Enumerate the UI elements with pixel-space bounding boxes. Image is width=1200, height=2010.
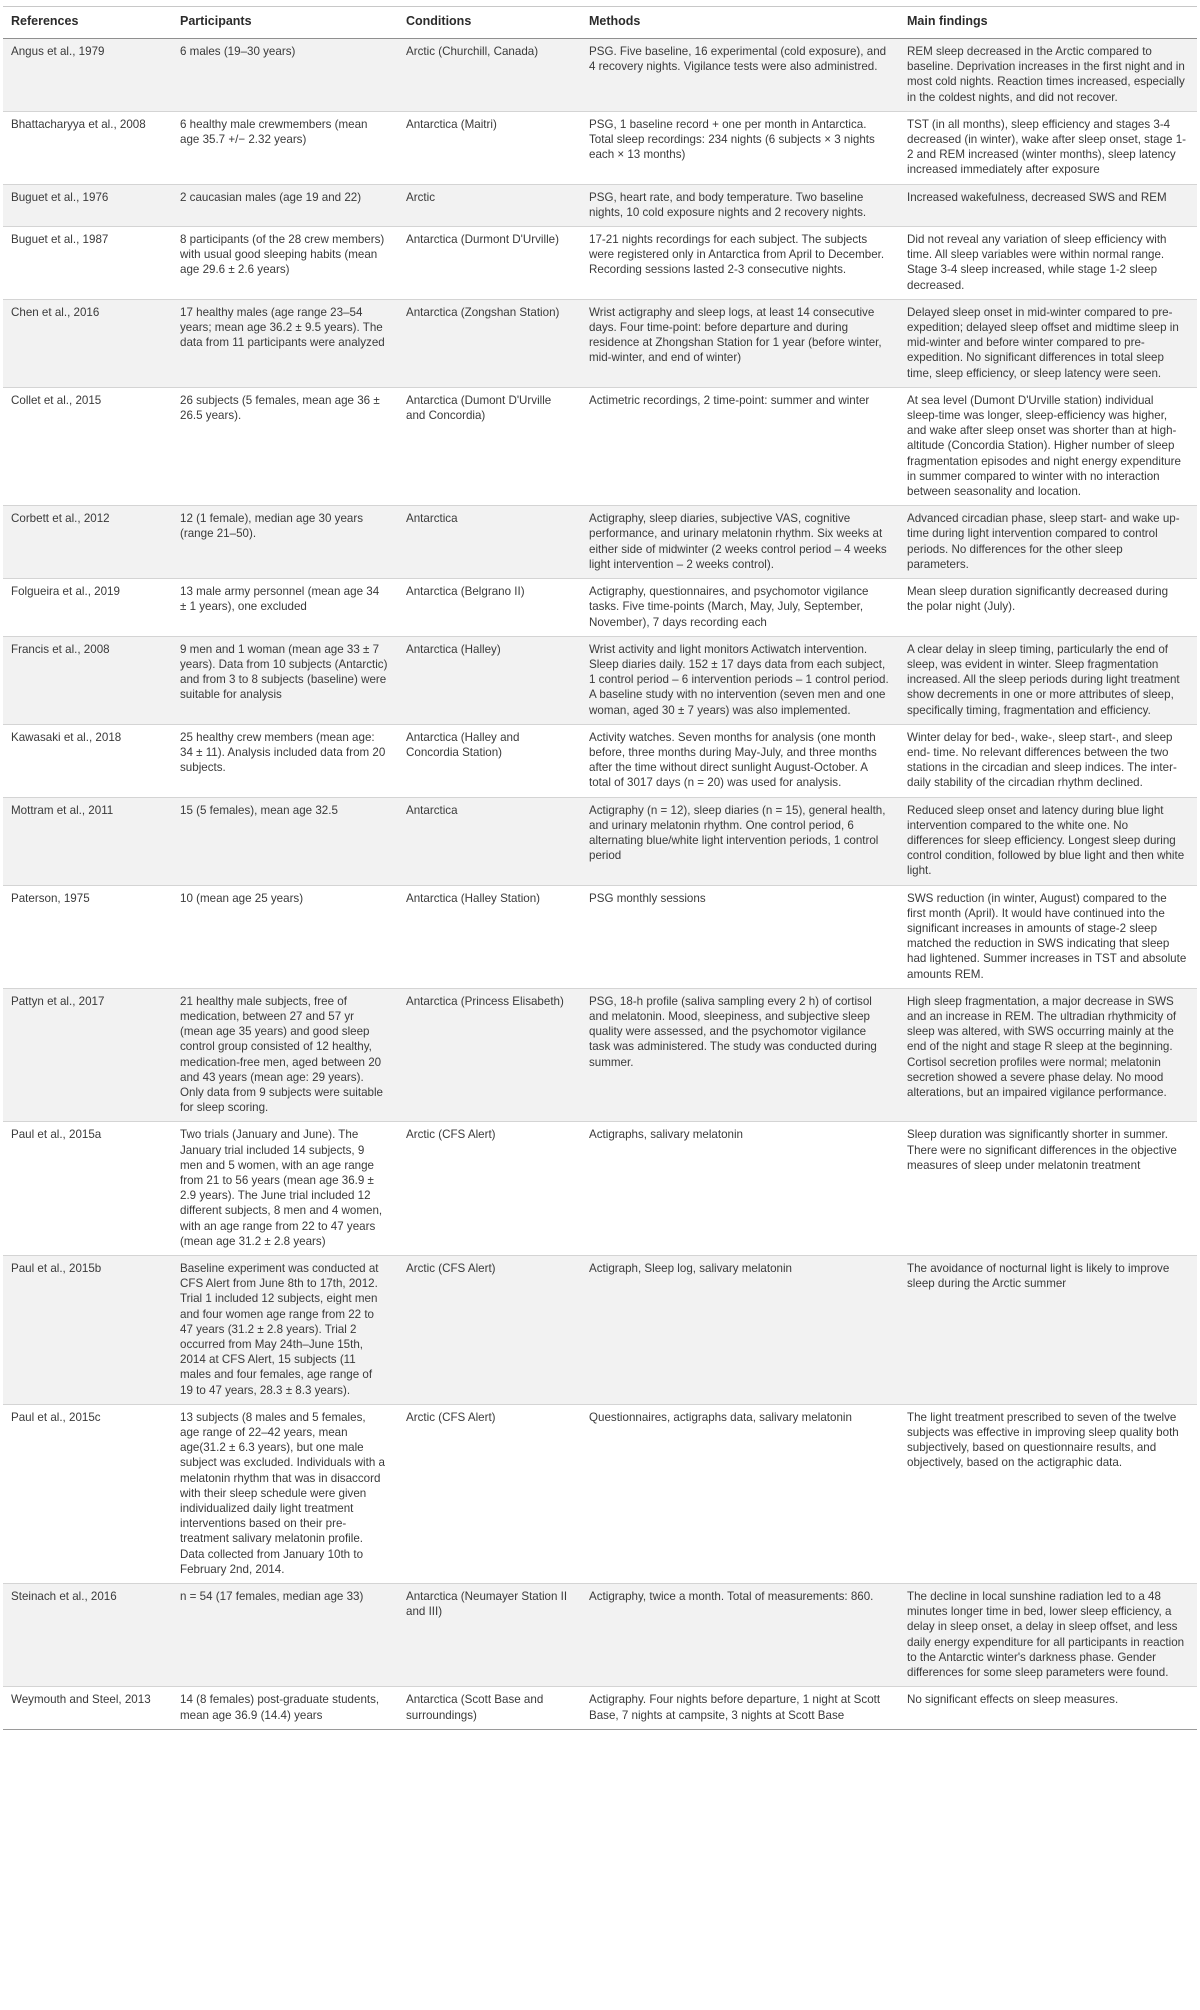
participants-cell: 25 healthy crew members (mean age: 34 ± 11). Analysis included data from 20 subjects. <box>172 724 398 797</box>
findings-cell: REM sleep decreased in the Arctic compared to baseline. Deprivation increases in the first night and in most cold nights. Reaction times increased, especially in the coldest nights, and did not recover. <box>899 39 1197 112</box>
participants-cell: Two trials (January and June). The January trial included 14 subjects, 9 men and 5 women, with an age range from 21 to 56 years (mean age 36.9 ± 2.9 years). The June trial included 12 different subjects, 8 men and 4 women, with an age range from 22 to 47 years (mean age 31.2 ± 2.8 years) <box>172 1122 398 1256</box>
reference-cell: Angus et al., 1979 <box>3 39 172 112</box>
conditions-cell: Arctic (CFS Alert) <box>398 1122 581 1256</box>
conditions-cell: Antarctica (Halley) <box>398 636 581 724</box>
table-row <box>3 387 1197 505</box>
header-conditions: Conditions <box>398 7 581 39</box>
participants-cell: 6 healthy male crewmembers (mean age 35.7 +/− 2.32 years) <box>172 111 398 184</box>
reference-cell: Weymouth and Steel, 2013 <box>3 1687 172 1729</box>
findings-cell: SWS reduction (in winter, August) compared to the first month (April). It would have continued into the significant increases in amounts of stage-2 sleep matched the reduction in SWS indicating that sleep had lightened. Summer increases in TST and absolute amounts REM. <box>899 885 1197 988</box>
methods-cell: Actigraphy (n = 12), sleep diaries (n = 15), general health, and urinary melatonin rhythm. One control period, 6 alternating blue/white light intervention periods, 1 control period <box>581 797 899 885</box>
conditions-cell: Antarctica (Belgrano II) <box>398 579 581 637</box>
reference-cell: Bhattacharyya et al., 2008 <box>3 111 172 184</box>
findings-cell: High sleep fragmentation, a major decrease in SWS and an increase in REM. The ultradian rhythmicity of sleep was altered, with SWS occurring mainly at the end of the night and stage R sleep at the beginning. Cortisol secretion profiles were normal; melatonin secretion showed a severe phase delay. No mood alterations, but an impaired vigilance performance. <box>899 988 1197 1122</box>
methods-cell: Wrist actigraphy and sleep logs, at least 14 consecutive days. Four time-point: before departure and during residence at Zhongshan Station for 1 year (before winter, mid-winter, and end of winter) <box>581 299 899 387</box>
header-main-findings: Main findings <box>899 7 1197 39</box>
findings-cell: At sea level (Dumont D'Urville station) individual sleep-time was longer, sleep-efficiency was higher, and wake after sleep onset was shorter than at high-altitude (Concordia Station). Higher number of sleep fragmentation episodes and night energy expenditure in summer compared to winter with no interaction between seasonality and location. <box>899 387 1197 505</box>
table-row <box>3 111 1197 184</box>
methods-cell: Actigraphs, salivary melatonin <box>581 1122 899 1256</box>
participants-cell: 13 subjects (8 males and 5 females, age range of 22–42 years, mean age(31.2 ± 6.3 years), but one male subject was excluded. Individuals with a melatonin rhythm that was in disaccord with their sleep schedule were given individualized daily light treatment interventions based on their pre-treatment salivary melatonin profile. Data collected from January 10th to February 2nd, 2014. <box>172 1404 398 1583</box>
table-row <box>3 184 1197 226</box>
conditions-cell: Antarctica (Halley Station) <box>398 885 581 988</box>
table-header <box>3 7 1197 39</box>
findings-cell: Reduced sleep onset and latency during blue light intervention compared to the white one. No differences for sleep efficiency. Longest sleep during control condition, followed by blue light and then white light. <box>899 797 1197 885</box>
participants-cell: 14 (8 females) post-graduate students, mean age 36.9 (14.4) years <box>172 1687 398 1729</box>
participants-cell: 26 subjects (5 females, mean age 36 ± 26.5 years). <box>172 387 398 505</box>
methods-cell: Questionnaires, actigraphs data, salivary melatonin <box>581 1404 899 1583</box>
findings-cell: Mean sleep duration significantly decreased during the polar night (July). <box>899 579 1197 637</box>
methods-cell: Actimetric recordings, 2 time-point: summer and winter <box>581 387 899 505</box>
table-row <box>3 1256 1197 1405</box>
findings-cell: The light treatment prescribed to seven of the twelve subjects was effective in improving sleep quality both subjectively, based on questionnaire results, and objectively, based on the actigraphic data. <box>899 1404 1197 1583</box>
reference-cell: Buguet et al., 1976 <box>3 184 172 226</box>
findings-cell: No significant effects on sleep measures. <box>899 1687 1197 1729</box>
table-row <box>3 299 1197 387</box>
conditions-cell: Antarctica (Durmont D'Urville) <box>398 227 581 300</box>
conditions-cell: Antarctica (Halley and Concordia Station) <box>398 724 581 797</box>
reference-cell: Mottram et al., 2011 <box>3 797 172 885</box>
methods-cell: Wrist activity and light monitors Actiwatch intervention. Sleep diaries daily. 152 ± 17 days data from each subject, 1 control period – 6 intervention periods – 1 control period. A baseline study with no intervention (seven men and one woman, aged 30 ± 7 years) was also implemented. <box>581 636 899 724</box>
participants-cell: Baseline experiment was conducted at CFS Alert from June 8th to 17th, 2012. Trial 1 included 12 subjects, eight men and four women age range from 22 to 47 years (31.2 ± 2.8 years). Trial 2 occurred from May 24th–June 15th, 2014 at CFS Alert, 15 subjects (11 males and four females, age range of 19 to 47 years, 28.3 ± 8.3 years). <box>172 1256 398 1405</box>
table-row <box>3 227 1197 300</box>
table-body <box>3 39 1197 1730</box>
methods-cell: PSG monthly sessions <box>581 885 899 988</box>
reference-cell: Folgueira et al., 2019 <box>3 579 172 637</box>
conditions-cell: Antarctica (Zongshan Station) <box>398 299 581 387</box>
conditions-cell: Antarctica <box>398 506 581 579</box>
header-methods: Methods <box>581 7 899 39</box>
methods-cell: PSG, heart rate, and body temperature. Two baseline nights, 10 cold exposure nights and 2 recovery nights. <box>581 184 899 226</box>
participants-cell: 17 healthy males (age range 23–54 years; mean age 36.2 ± 9.5 years). The data from 11 participants were analyzed <box>172 299 398 387</box>
table-row <box>3 1687 1197 1729</box>
conditions-cell: Arctic <box>398 184 581 226</box>
conditions-cell: Antarctica <box>398 797 581 885</box>
reference-cell: Paul et al., 2015b <box>3 1256 172 1405</box>
participants-cell: n = 54 (17 females, median age 33) <box>172 1584 398 1687</box>
methods-cell: Actigraphy, twice a month. Total of measurements: 860. <box>581 1584 899 1687</box>
header-participants: Participants <box>172 7 398 39</box>
findings-cell: Did not reveal any variation of sleep efficiency with time. All sleep variables were within normal range. Stage 3-4 sleep increased, while stage 1-2 sleep decreased. <box>899 227 1197 300</box>
participants-cell: 12 (1 female), median age 30 years (range 21–50). <box>172 506 398 579</box>
table-row <box>3 988 1197 1122</box>
reference-cell: Corbett et al., 2012 <box>3 506 172 579</box>
table-row <box>3 885 1197 988</box>
findings-cell: Winter delay for bed-, wake-, sleep start-, and sleep end- time. No relevant differences between the two stations in the circadian and sleep indices. The inter-daily stability of the circadian rhythm declined. <box>899 724 1197 797</box>
conditions-cell: Antarctica (Dumont D'Urville and Concordia) <box>398 387 581 505</box>
participants-cell: 6 males (19–30 years) <box>172 39 398 112</box>
participants-cell: 13 male army personnel (mean age 34 ± 1 years), one excluded <box>172 579 398 637</box>
participants-cell: 2 caucasian males (age 19 and 22) <box>172 184 398 226</box>
conditions-cell: Antarctica (Neumayer Station II and III) <box>398 1584 581 1687</box>
header-row <box>3 7 1197 39</box>
table-row <box>3 39 1197 112</box>
conditions-cell: Antarctica (Maitri) <box>398 111 581 184</box>
participants-cell: 8 participants (of the 28 crew members) with usual good sleeping habits (mean age 29.6 ± 2.6 years) <box>172 227 398 300</box>
table-row <box>3 797 1197 885</box>
reference-cell: Kawasaki et al., 2018 <box>3 724 172 797</box>
methods-cell: Actigraphy, sleep diaries, subjective VAS, cognitive performance, and urinary melatonin rhythm. Six weeks at either side of midwinter (2 weeks control period – 4 weeks light intervention – 2 weeks control). <box>581 506 899 579</box>
participants-cell: 21 healthy male subjects, free of medication, between 27 and 57 yr (mean age 35 years) and good sleep control group consisted of 12 healthy, medication-free men, aged between 20 and 43 years (mean age: 29 years). Only data from 9 subjects were suitable for sleep scoring. <box>172 988 398 1122</box>
reference-cell: Buguet et al., 1987 <box>3 227 172 300</box>
reference-cell: Steinach et al., 2016 <box>3 1584 172 1687</box>
reference-cell: Paterson, 1975 <box>3 885 172 988</box>
table-row <box>3 1584 1197 1687</box>
header-references: References <box>3 7 172 39</box>
reference-cell: Chen et al., 2016 <box>3 299 172 387</box>
methods-cell: Actigraph, Sleep log, salivary melatonin <box>581 1256 899 1405</box>
conditions-cell: Arctic (CFS Alert) <box>398 1404 581 1583</box>
table-row <box>3 506 1197 579</box>
methods-cell: Actigraphy, questionnaires, and psychomotor vigilance tasks. Five time-points (March, May, July, September, November), 7 days recording each <box>581 579 899 637</box>
table-row <box>3 636 1197 724</box>
methods-cell: PSG, 1 baseline record + one per month in Antarctica. Total sleep recordings: 234 nights (6 subjects × 3 nights each × 13 months) <box>581 111 899 184</box>
findings-cell: Delayed sleep onset in mid-winter compared to pre-expedition; delayed sleep offset and midtime sleep in mid-winter and before winter compared to pre-expedition. No significant differences in total sleep time, sleep efficiency, or sleep latency were seen. <box>899 299 1197 387</box>
reference-cell: Collet et al., 2015 <box>3 387 172 505</box>
table-row <box>3 579 1197 637</box>
methods-cell: Actigraphy. Four nights before departure, 1 night at Scott Base, 7 nights at campsite, 3 nights at Scott Base <box>581 1687 899 1729</box>
findings-cell: The avoidance of nocturnal light is likely to improve sleep during the Arctic summer <box>899 1256 1197 1405</box>
reference-cell: Pattyn et al., 2017 <box>3 988 172 1122</box>
conditions-cell: Arctic (CFS Alert) <box>398 1256 581 1405</box>
methods-cell: PSG, 18-h profile (saliva sampling every 2 h) of cortisol and melatonin. Mood, sleepiness, and subjective sleep quality were assessed, and the psychomotor vigilance task was administered. The study was conducted during summer. <box>581 988 899 1122</box>
participants-cell: 9 men and 1 woman (mean age 33 ± 7 years). Data from 10 subjects (Antarctic) and from 3 to 8 subjects (baseline) were suitable for analysis <box>172 636 398 724</box>
methods-cell: Activity watches. Seven months for analysis (one month before, three months during May-July, and three months after the time without direct sunlight August-October. A total of 3017 days (n = 20) was used for analysis. <box>581 724 899 797</box>
findings-cell: Increased wakefulness, decreased SWS and REM <box>899 184 1197 226</box>
studies-table <box>3 6 1197 1730</box>
table-row <box>3 724 1197 797</box>
reference-cell: Paul et al., 2015c <box>3 1404 172 1583</box>
participants-cell: 15 (5 females), mean age 32.5 <box>172 797 398 885</box>
findings-cell: A clear delay in sleep timing, particularly the end of sleep, was evident in winter. Sleep fragmentation increased. All the sleep periods during light treatment show decrements in one or more attributes of sleep, specifically timing, fragmentation and efficiency. <box>899 636 1197 724</box>
table-row <box>3 1122 1197 1256</box>
methods-cell: PSG. Five baseline, 16 experimental (cold exposure), and 4 recovery nights. Vigilance tests were also administred. <box>581 39 899 112</box>
methods-cell: 17-21 nights recordings for each subject. The subjects were registered only in Antarctica from April to December. Recording sessions lasted 2-3 consecutive nights. <box>581 227 899 300</box>
reference-cell: Francis et al., 2008 <box>3 636 172 724</box>
table-row <box>3 1404 1197 1583</box>
findings-cell: TST (in all months), sleep efficiency and stages 3-4 decreased (in winter), wake after sleep onset, stage 1-2 and REM increased (winter months), sleep latency increased immediately after exposure <box>899 111 1197 184</box>
conditions-cell: Antarctica (Scott Base and surroundings) <box>398 1687 581 1729</box>
findings-cell: Sleep duration was significantly shorter in summer. There were no significant differences in the objective measures of sleep under melatonin treatment <box>899 1122 1197 1256</box>
findings-cell: The decline in local sunshine radiation led to a 48 minutes longer time in bed, lower sleep efficiency, a delay in sleep onset, a delay in sleep offset, and less daily energy expenditure for all participants in reaction to the Antarctic winter's darkness phase. Gender differences for some sleep parameters were found. <box>899 1584 1197 1687</box>
findings-cell: Advanced circadian phase, sleep start- and wake up- time during light intervention compared to control periods. No differences for the other sleep parameters. <box>899 506 1197 579</box>
conditions-cell: Arctic (Churchill, Canada) <box>398 39 581 112</box>
conditions-cell: Antarctica (Princess Elisabeth) <box>398 988 581 1122</box>
reference-cell: Paul et al., 2015a <box>3 1122 172 1256</box>
participants-cell: 10 (mean age 25 years) <box>172 885 398 988</box>
